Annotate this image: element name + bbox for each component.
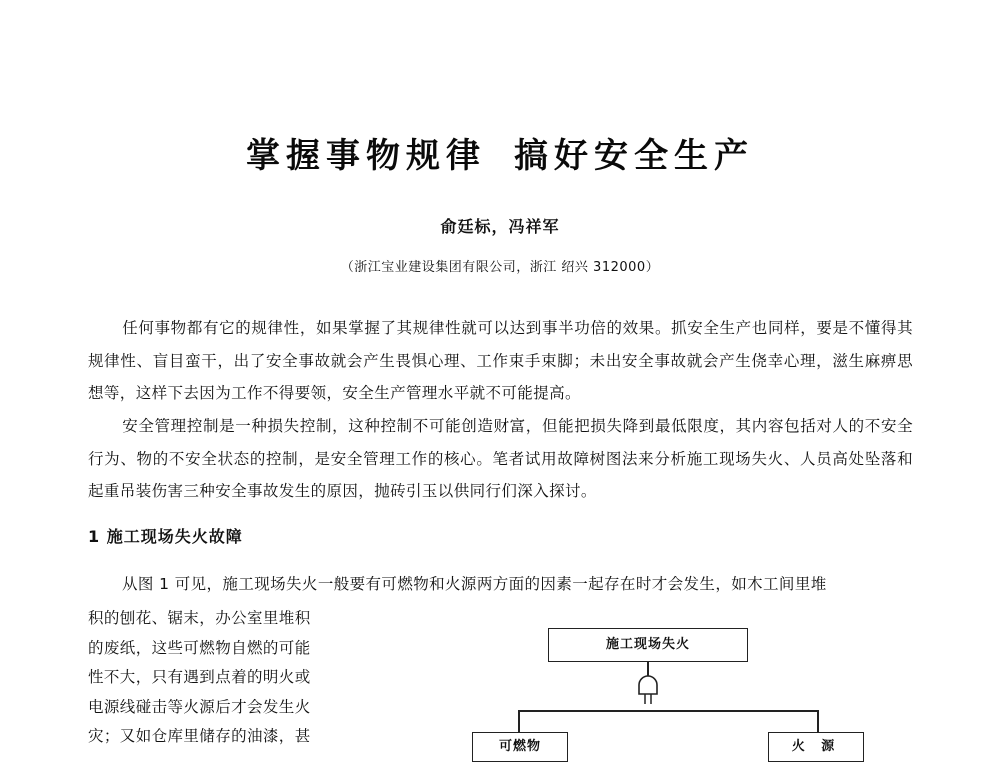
wrapped-line: 的废纸，这些可燃物自燃的可能 [88,638,311,657]
ignition-source-event-box: 火 源 [768,732,864,762]
combustible-event-box: 可燃物 [472,732,568,762]
title-part-1: 掌握事物规律 [246,136,486,176]
and-gate-icon [636,674,660,704]
paragraph-1-text: 任何事物都有它的规律性，如果掌握了其规律性就可以达到事半功倍的效果。抓安全生产也同样，要是不懂得其规律性、盲目蛮干，出了安全事故就会产生畏惧心理、工作束手束脚；未出安全事故就会产生侥幸心理，滋生麻痹思想等，这样下去因为工作不得要领，安全生产管理水平就不可能提高。 [88,319,913,402]
wrapped-line: 积的刨花、锯末，办公室里堆积 [88,609,311,627]
article-title [0,128,1000,177]
wrapped-line: 电源线碰击等火源后才会发生火 [88,697,311,716]
wrapped-line: 灾；又如仓库里储存的油漆，甚 [88,727,311,745]
paragraph-3 [88,568,913,601]
title-part-2: 搞好安全生产 [514,136,754,176]
top-event-box: 施工现场失火 [548,628,748,662]
connector-line [518,710,818,712]
paragraph-2 [88,410,913,508]
paragraph-3-text: 从图 1 可见，施工现场失火一般要有可燃物和火源两方面的因素一起存在时才会发生，如木工间里堆 [122,575,827,593]
paragraph-2-text: 安全管理控制是一种损失控制，这种控制不可能创造财富，但能把损失降到最低限度，其内容包括对人的不安全行为、物的不安全状态的控制，是安全管理工作的核心。笔者试用故障树图法来分析施工现场失火、人员高处坠落和起重吊装伤害三种安全事故发生的原因，抛砖引玉以供同行们深入探讨。 [88,417,913,500]
paragraph-1 [88,312,913,410]
authors: 俞廷标，冯祥军 [440,217,560,236]
connector-line [817,710,819,732]
wrapped-line: 性不大，只有遇到点着的明火或 [88,668,311,686]
section-heading-1: 1 施工现场失火故障 [88,527,243,546]
connector-line [518,710,520,732]
fault-tree-figure [460,610,880,760]
affiliation: （浙江宝业建设集团有限公司，浙江 绍兴 312000） [340,260,660,275]
wrapped-text-column [88,604,360,752]
